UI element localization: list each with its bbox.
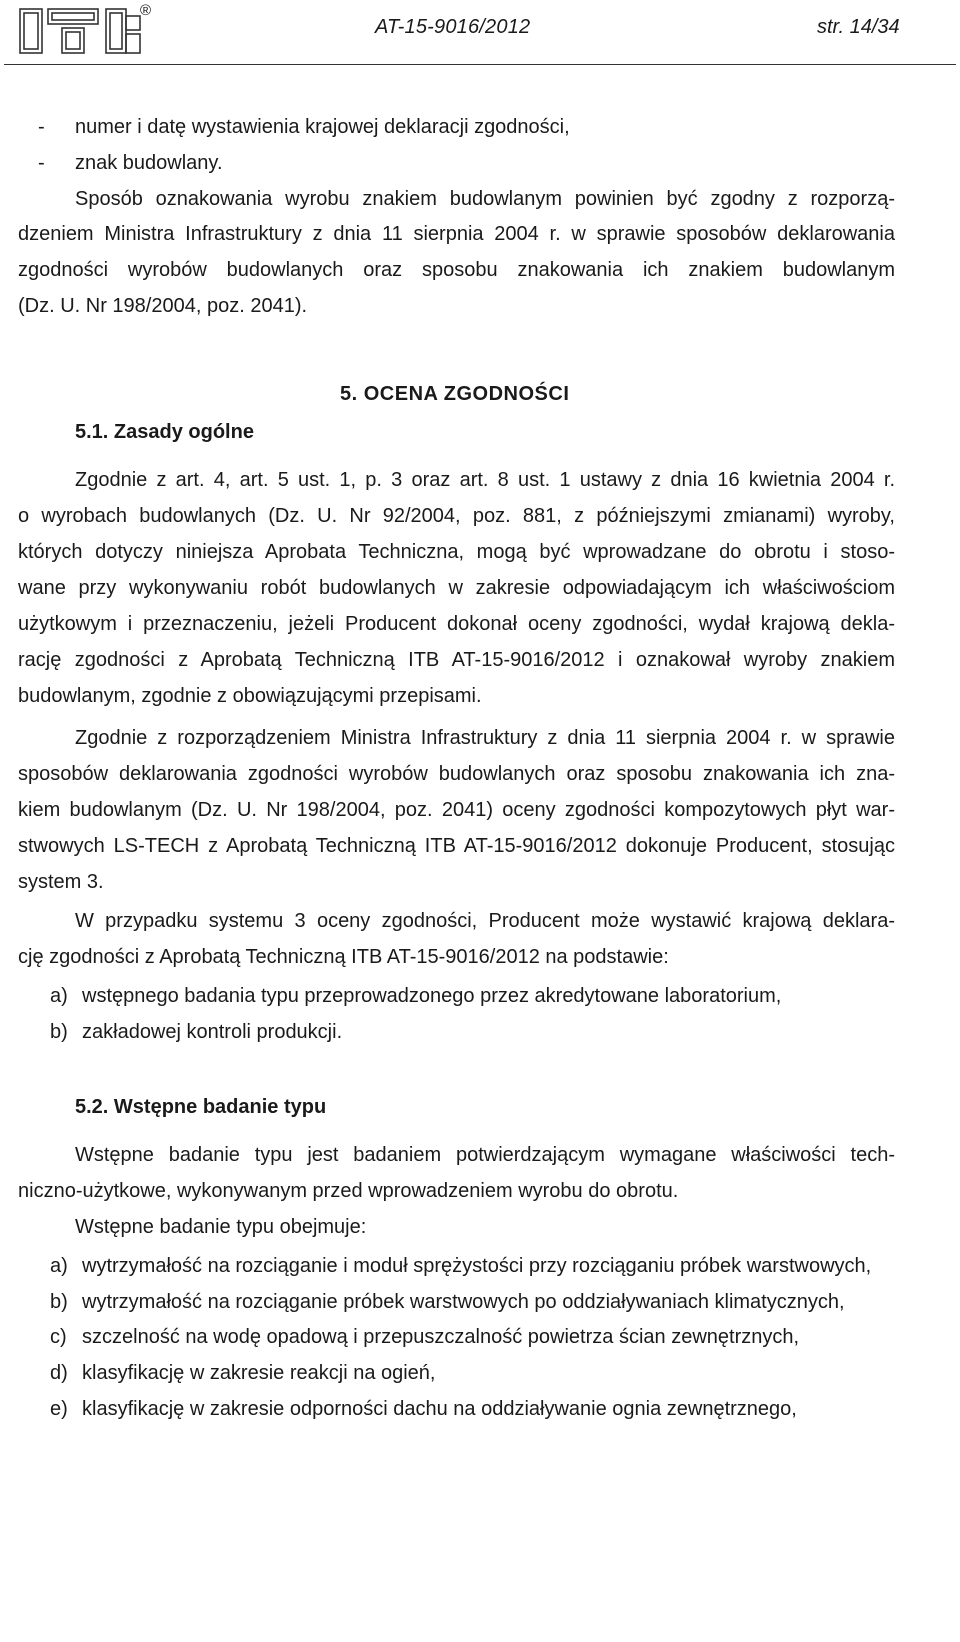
list-label: e): [50, 1398, 68, 1420]
list-item: wstępnego badania typu przeprowadzonego przez akredytowane laboratorium,: [82, 985, 782, 1007]
text-line: cję zgodności z Aprobatą Techniczną ITB AT-15-9016/2012 na podstawie:: [18, 946, 669, 968]
text-line: Wstępne badanie typu jest badaniem potwierdzającym wymagane właściwości tech-: [75, 1144, 895, 1166]
text-line: W przypadku systemu 3 oceny zgodności, Producent może wystawić krajową deklara-: [75, 910, 895, 932]
text-line: których dotyczy niniejsza Aprobata Techniczna, mogą być wprowadzane do obrotu i stoso-: [18, 541, 895, 563]
list-item: klasyfikację w zakresie reakcji na ogień,: [82, 1362, 436, 1384]
text-line: niczno-użytkowe, wykonywanym przed wprowadzeniem wyrobu do obrotu.: [18, 1180, 679, 1202]
list-label: d): [50, 1362, 68, 1384]
list-item: znak budowlany.: [75, 152, 223, 174]
text-line: Zgodnie z art. 4, art. 5 ust. 1, p. 3 oraz art. 8 ust. 1 ustawy z dnia 16 kwietnia 2004 r.: [75, 469, 895, 491]
header-divider: [4, 64, 956, 65]
list-item: szczelność na wodę opadową i przepuszczalność powietrza ścian zewnętrznych,: [82, 1326, 800, 1348]
list-label: a): [50, 1255, 68, 1277]
text-line: o wyrobach budowlanych (Dz. U. Nr 92/2004, poz. 881, z późniejszymi zmianami) wyroby,: [18, 505, 895, 527]
list-label: a): [50, 985, 68, 1007]
paragraph: Wstępne badanie typu obejmuje:: [75, 1216, 367, 1238]
subsection-title: 5.2. Wstępne badanie typu: [75, 1096, 327, 1118]
list-item: zakładowej kontroli produkcji.: [82, 1021, 343, 1043]
text-line: stwowych LS-TECH z Aprobatą Techniczną ITB AT-15-9016/2012 dokonuje Producent, stosując: [18, 835, 895, 857]
text-line: Sposób oznakowania wyrobu znakiem budowlanym powinien być zgodny z rozporzą-: [75, 188, 895, 210]
registered-mark: ®: [140, 2, 152, 19]
list-label: b): [50, 1021, 68, 1043]
section-title: 5. OCENA ZGODNOŚCI: [340, 383, 570, 405]
text-line: budowlanym, zgodnie z obowiązującymi przepisami.: [18, 685, 482, 707]
text-line: wane przy wykonywaniu robót budowlanych w zakresie odpowiadającym ich właściwościom: [18, 577, 895, 599]
text-line: zgodności wyrobów budowlanych oraz sposobu znakowania ich znakiem budowlanym: [18, 259, 895, 281]
document-number: AT-15-9016/2012: [375, 16, 531, 38]
list-item: wytrzymałość na rozciąganie i moduł sprężystości przy rozciąganiu próbek warstwowych,: [82, 1255, 872, 1277]
bullet-dash: -: [38, 116, 45, 138]
page-number: str. 14/34: [817, 16, 900, 38]
text-line: sposobów deklarowania zgodności wyrobów budowlanych oraz sposobu znakowania ich zna-: [18, 763, 895, 785]
list-label: c): [50, 1326, 67, 1348]
text-line: rację zgodności z Aprobatą Techniczną ITB AT-15-9016/2012 i oznakował wyroby znakiem: [18, 649, 895, 671]
list-item: numer i datę wystawienia krajowej deklaracji zgodności,: [75, 116, 570, 138]
text-line: użytkowym i przeznaczeniu, jeżeli Producent dokonał oceny zgodności, wydał krajową dekla-: [18, 613, 895, 635]
text-line: dzeniem Ministra Infrastruktury z dnia 11 sierpnia 2004 r. w sprawie sposobów deklarowania: [18, 223, 895, 245]
list-item: wytrzymałość na rozciąganie próbek warstwowych po oddziaływaniach klimatycznych,: [82, 1291, 845, 1313]
text-line: system 3.: [18, 871, 104, 893]
page-header: [0, 0, 960, 70]
text-line: kiem budowlanym (Dz. U. Nr 198/2004, poz. 2041) oceny zgodności kompozytowych płyt war-: [18, 799, 895, 821]
subsection-title: 5.1. Zasady ogólne: [75, 421, 254, 443]
list-label: b): [50, 1291, 68, 1313]
itb-logo-icon: [18, 6, 143, 56]
text-line: Zgodnie z rozporządzeniem Ministra Infrastruktury z dnia 11 sierpnia 2004 r. w sprawie: [75, 727, 895, 749]
list-item: klasyfikację w zakresie odporności dachu na oddziaływanie ognia zewnętrznego,: [82, 1398, 797, 1420]
text-line: (Dz. U. Nr 198/2004, poz. 2041).: [18, 295, 308, 317]
bullet-dash: -: [38, 152, 45, 174]
